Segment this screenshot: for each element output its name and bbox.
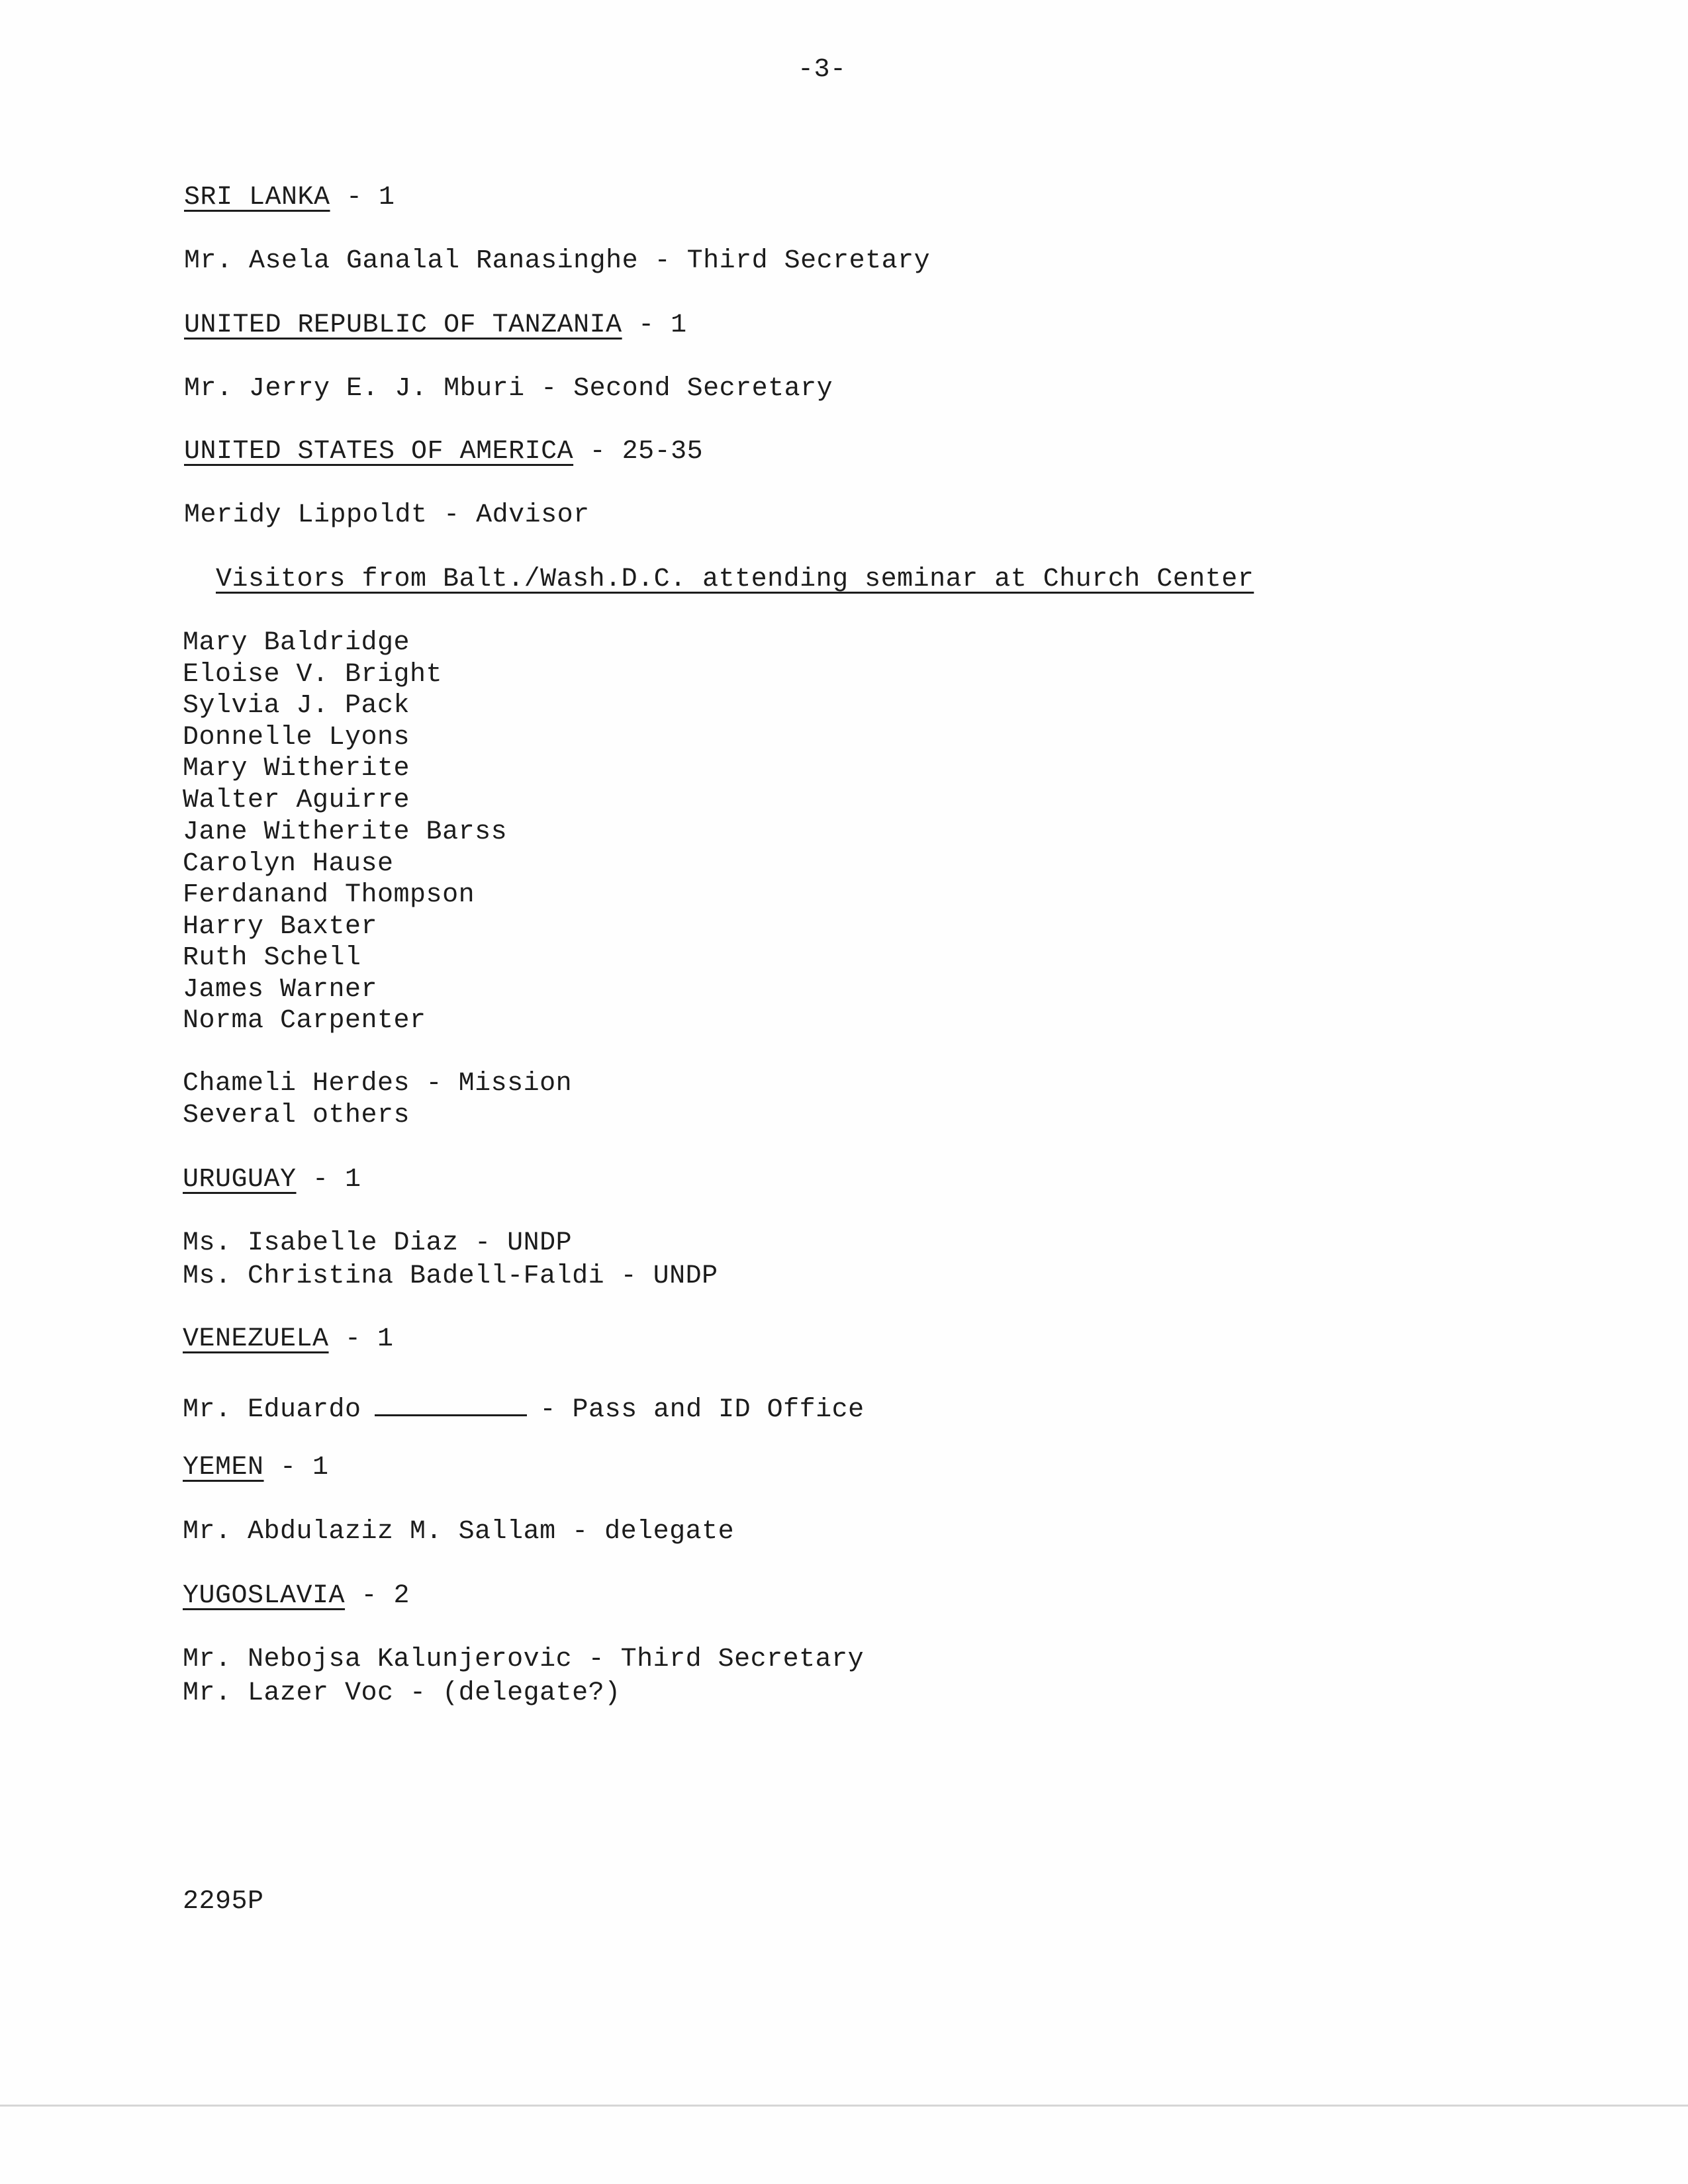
delegate-count: - 1 xyxy=(263,1453,329,1482)
delegate-count: - 1 xyxy=(330,183,395,212)
page-number: -3- xyxy=(798,55,847,85)
section-heading-yemen xyxy=(183,1452,329,1484)
visitor-name: Jane Witherite Barss xyxy=(183,817,508,847)
page-edge-line xyxy=(0,2105,1688,2107)
entry-suffix: - Pass and ID Office xyxy=(539,1395,865,1425)
section-heading-uruguay xyxy=(183,1164,361,1196)
entry-line: Mr. Nebojsa Kalunjerovic - Third Secretary xyxy=(183,1645,865,1674)
country-name: SRI LANKA xyxy=(184,183,330,212)
country-name: URUGUAY xyxy=(183,1165,297,1195)
visitor-name: Mary Baldridge xyxy=(183,628,410,658)
delegate-count: - 1 xyxy=(622,310,687,340)
entry-line: Mr. Abdulaziz M. Sallam - delegate xyxy=(183,1517,735,1547)
visitor-name: Ruth Schell xyxy=(183,943,361,973)
section-heading-sri-lanka xyxy=(184,182,395,214)
entry-prefix: Mr. Eduardo xyxy=(183,1395,361,1425)
entry-line xyxy=(183,1388,865,1426)
visitor-name: Walter Aguirre xyxy=(183,786,410,815)
entry-line: Ms. Christina Badell-Faldi - UNDP xyxy=(183,1261,718,1291)
country-name: UNITED STATES OF AMERICA xyxy=(184,437,574,467)
entry-line: Mr. Asela Ganalal Ranasinghe - Third Secretary xyxy=(184,246,931,276)
other-attendee: Chameli Herdes - Mission xyxy=(183,1069,573,1099)
visitor-name: Harry Baxter xyxy=(183,912,378,942)
visitor-name: James Warner xyxy=(183,975,378,1005)
visitors-subheading: Visitors from Balt./Wash.D.C. attending seminar at Church Center xyxy=(216,565,1254,594)
visitor-name: Carolyn Hause xyxy=(183,849,394,879)
visitor-name: Ferdanand Thompson xyxy=(183,880,475,910)
country-name: YEMEN xyxy=(183,1453,264,1482)
visitor-name: Norma Carpenter xyxy=(183,1006,426,1036)
delegate-count: - 25-35 xyxy=(573,437,704,467)
visitor-name: Eloise V. Bright xyxy=(183,660,443,690)
delegate-count: - 1 xyxy=(328,1324,394,1354)
section-heading-venezuela xyxy=(183,1324,394,1355)
visitor-name: Mary Witherite xyxy=(183,754,410,784)
section-heading-yugoslavia xyxy=(183,1580,410,1612)
surname-blank-line xyxy=(375,1388,527,1416)
country-name: VENEZUELA xyxy=(183,1324,329,1354)
visitor-name: Sylvia J. Pack xyxy=(183,691,410,721)
section-heading-tanzania xyxy=(184,310,687,341)
section-heading-usa xyxy=(184,436,703,468)
advisor-line: Meridy Lippoldt - Advisor xyxy=(184,500,590,530)
entry-line: Ms. Isabelle Diaz - UNDP xyxy=(183,1228,573,1258)
visitor-name: Donnelle Lyons xyxy=(183,723,410,752)
delegate-count: - 1 xyxy=(296,1165,361,1195)
other-attendee: Several others xyxy=(183,1101,410,1130)
entry-line: Mr. Jerry E. J. Mburi - Second Secretary xyxy=(184,374,833,404)
entry-line: Mr. Lazer Voc - (delegate?) xyxy=(183,1678,621,1708)
country-name: UNITED REPUBLIC OF TANZANIA xyxy=(184,310,622,340)
delegate-count: - 2 xyxy=(345,1581,410,1611)
footer-code: 2295P xyxy=(183,1887,264,1917)
country-name: YUGOSLAVIA xyxy=(183,1581,346,1611)
